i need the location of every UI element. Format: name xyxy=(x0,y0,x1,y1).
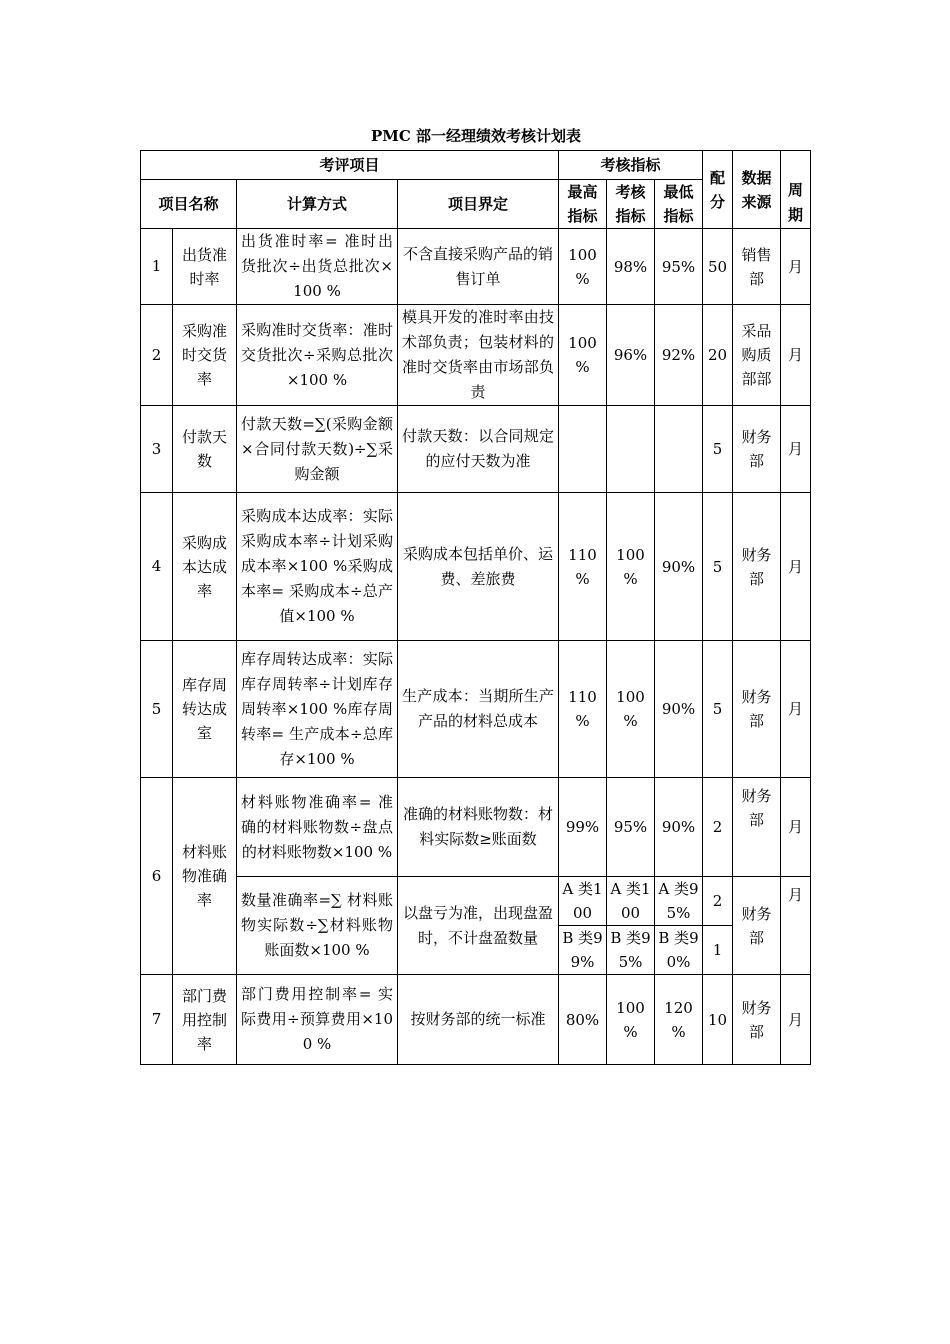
calc-method: 部门费用控制率= 实际费用÷预算费用×100 % xyxy=(237,975,398,1065)
calc-method: 数量准确率=∑ 材料账物实际数÷∑材料账物账面数×100 % xyxy=(237,877,398,975)
cycle: 月 xyxy=(781,406,811,493)
item-definition: 采购成本包括单价、运费、差旅费 xyxy=(398,493,559,641)
target-index: 96% xyxy=(607,305,655,406)
item-definition: 不含直接采购产品的销售订单 xyxy=(398,229,559,305)
data-source: 财务部 xyxy=(733,877,781,975)
max-index: 110 % xyxy=(559,493,607,641)
document-title: PMC 部一经理绩效考核计划表 xyxy=(370,127,582,145)
min-index-class-b: B 类90% xyxy=(655,926,703,975)
header-cycle xyxy=(781,151,811,229)
item-name: 采购准时交货率 xyxy=(173,305,237,406)
item-definition: 准确的材料账物数：材料实际数≥账面数 xyxy=(398,778,559,877)
item-definition: 付款天数：以合同规定的应付天数为准 xyxy=(398,406,559,493)
table-row xyxy=(141,305,811,406)
min-index: 120 % xyxy=(655,975,703,1065)
table-row xyxy=(141,778,811,877)
row-number: 7 xyxy=(141,975,173,1065)
data-source: 财务部 xyxy=(733,641,781,778)
max-index-class-b: B 类99% xyxy=(559,926,607,975)
header-cycle-label: 周期 xyxy=(787,180,803,224)
data-source: 财务部 xyxy=(733,493,781,641)
target-index: 100 % xyxy=(607,493,655,641)
header-score: 配分 xyxy=(703,151,733,229)
max-index: 100 % xyxy=(559,229,607,305)
header-target: 考核指标 xyxy=(607,180,655,229)
max-index: 100 % xyxy=(559,305,607,406)
header-min: 最低指标 xyxy=(655,180,703,229)
item-definition: 按财务部的统一标准 xyxy=(398,975,559,1065)
score: 50 xyxy=(703,229,733,305)
max-index: 99% xyxy=(559,778,607,877)
data-source: 销售部 xyxy=(733,229,781,305)
item-name: 出货准时率 xyxy=(173,229,237,305)
calc-method: 采购成本达成率：实际采购成本率÷计划采购成本率×100 %采购成本率= 采购成本÷总产值×100 % xyxy=(237,493,398,641)
header-max: 最高指标 xyxy=(559,180,607,229)
target-index: 100 % xyxy=(607,975,655,1065)
data-source: 财务部 xyxy=(733,406,781,493)
min-index: 90% xyxy=(655,641,703,778)
min-index-class-a: A 类95% xyxy=(655,877,703,926)
data-source: 财务部 xyxy=(733,778,781,877)
row-number: 2 xyxy=(141,305,173,406)
row-number: 3 xyxy=(141,406,173,493)
calc-method: 采购准时交货率：准时交货批次÷采购总批次×100 % xyxy=(237,305,398,406)
min-index: 90% xyxy=(655,778,703,877)
header-source: 数据来源 xyxy=(733,151,781,229)
table-row xyxy=(141,493,811,641)
calc-method: 出货准时率= 准时出货批次÷出货总批次×100 % xyxy=(237,229,398,305)
min-index: 95% xyxy=(655,229,703,305)
target-index-class-a: A 类100 xyxy=(607,877,655,926)
row-number: 5 xyxy=(141,641,173,778)
score: 5 xyxy=(703,641,733,778)
cycle: 月 xyxy=(781,641,811,778)
max-index: 110 % xyxy=(559,641,607,778)
target-index: 98% xyxy=(607,229,655,305)
cycle: 月 xyxy=(781,229,811,305)
item-name: 库存周转达成室 xyxy=(173,641,237,778)
cycle: 月 xyxy=(781,493,811,641)
row-number: 1 xyxy=(141,229,173,305)
item-name: 材料账物准确率 xyxy=(173,778,237,975)
target-index: 95% xyxy=(607,778,655,877)
score: 5 xyxy=(703,406,733,493)
table-row xyxy=(141,229,811,305)
score-class-b: 1 xyxy=(703,926,733,975)
item-name: 部门费用控制率 xyxy=(173,975,237,1065)
target-index xyxy=(607,406,655,493)
score-class-a: 2 xyxy=(703,877,733,926)
cycle: 月 xyxy=(781,778,811,877)
calc-method: 材料账物准确率= 准确的材料账物数÷盘点的材料账物数×100 % xyxy=(237,778,398,877)
score: 10 xyxy=(703,975,733,1065)
item-definition: 生产成本：当期所生产产品的材料总成本 xyxy=(398,641,559,778)
row-number: 6 xyxy=(141,778,173,975)
target-index-class-b: B 类95% xyxy=(607,926,655,975)
header-index-group: 考核指标 xyxy=(559,151,703,180)
min-index xyxy=(655,406,703,493)
cycle: 月 xyxy=(781,975,811,1065)
item-name: 采购成本达成率 xyxy=(173,493,237,641)
data-source: 采品购质部部 xyxy=(733,305,781,406)
item-definition: 模具开发的准时率由技术部负责；包装材料的准时交货率由市场部负责 xyxy=(398,305,559,406)
score: 20 xyxy=(703,305,733,406)
max-index: 80% xyxy=(559,975,607,1065)
min-index: 92% xyxy=(655,305,703,406)
table-row xyxy=(141,406,811,493)
header-def: 项目界定 xyxy=(398,180,559,229)
header-eval-group: 考评项目 xyxy=(141,151,559,180)
header-name: 项目名称 xyxy=(141,180,237,229)
assessment-table xyxy=(140,150,811,1065)
data-source: 财务部 xyxy=(733,975,781,1065)
min-index: 90% xyxy=(655,493,703,641)
cycle: 月 xyxy=(781,877,811,975)
score: 2 xyxy=(703,778,733,877)
item-name: 付款天数 xyxy=(173,406,237,493)
cycle: 月 xyxy=(781,305,811,406)
header-calc: 计算方式 xyxy=(237,180,398,229)
table-row xyxy=(141,877,811,926)
score: 5 xyxy=(703,493,733,641)
calc-method: 付款天数=∑(采购金额×合同付款天数)÷∑采购金额 xyxy=(237,406,398,493)
target-index: 100 % xyxy=(607,641,655,778)
item-definition: 以盘亏为准，出现盘盈时，不计盘盈数量 xyxy=(398,877,559,975)
max-index-class-a: A 类100 xyxy=(559,877,607,926)
table-row xyxy=(141,641,811,778)
table-row xyxy=(141,975,811,1065)
calc-method: 库存周转达成率：实际库存周转率÷计划库存周转率×100 %库存周转率= 生产成本÷总库存×100 % xyxy=(237,641,398,778)
row-number: 4 xyxy=(141,493,173,641)
max-index xyxy=(559,406,607,493)
